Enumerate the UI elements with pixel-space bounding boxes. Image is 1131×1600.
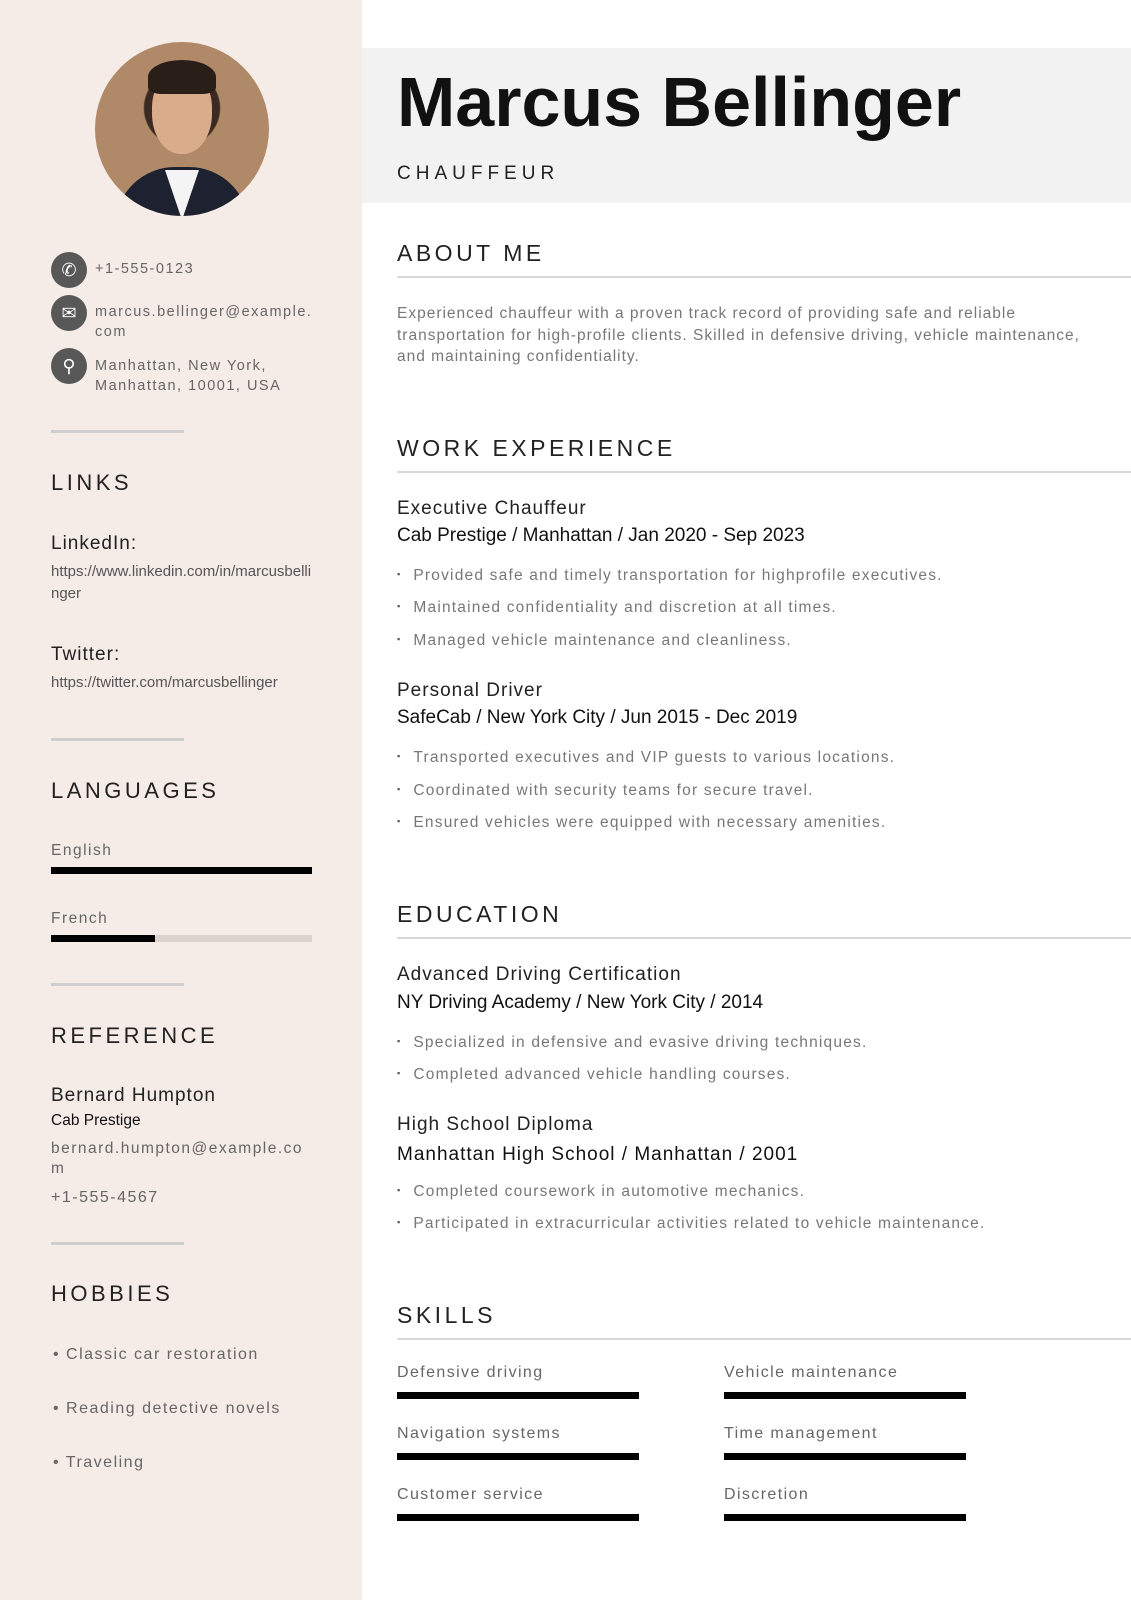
skill-level-bar [397, 1514, 639, 1521]
bullet: ▪ Managed vehicle maintenance and cleanliness. [397, 632, 792, 650]
skill-name: Defensive driving [397, 1364, 544, 1381]
bullet: ▪ Maintained confidentiality and discretion at all times. [397, 599, 837, 617]
linkedin-link[interactable]: https://www.linkedin.com/in/marcusbellinger [51, 563, 312, 602]
skill-level-bar [397, 1453, 639, 1460]
job-role: Executive Chauffeur [397, 498, 587, 519]
level-fill [397, 1453, 639, 1460]
level-fill [724, 1453, 966, 1460]
email-icon: ✉ [51, 295, 87, 331]
phone-icon: ✆ [51, 252, 87, 288]
skill-name: Discretion [724, 1486, 810, 1503]
work-heading: WORK EXPERIENCE [397, 435, 676, 461]
hobby-text: Traveling [65, 1454, 145, 1471]
skill-name: Customer service [397, 1486, 544, 1503]
reference-phone: +1-555-4567 [51, 1189, 159, 1206]
skill-level-bar [724, 1514, 966, 1521]
job-role: Personal Driver [397, 680, 543, 701]
hobby-item: • Traveling [53, 1454, 145, 1471]
job-title: CHAUFFEUR [397, 163, 560, 184]
bullet: ▪ Transported executives and VIP guests to various locations. [397, 749, 895, 767]
level-fill [724, 1514, 966, 1521]
level-fill [51, 935, 155, 942]
divider [397, 937, 1131, 939]
hobby-item: • Reading detective novels [53, 1400, 281, 1417]
skill-name: Vehicle maintenance [724, 1364, 899, 1381]
bullet: ▪ Provided safe and timely transportation for highprofile executives. [397, 567, 943, 585]
skills-heading: SKILLS [397, 1302, 496, 1328]
twitter-link[interactable]: https://twitter.com/marcusbellinger [51, 674, 278, 691]
profile-photo [95, 42, 269, 216]
hobby-item: • Classic car restoration [53, 1346, 259, 1363]
languages-heading: LANGUAGES [51, 778, 220, 803]
bullet: ▪ Ensured vehicles were equipped with necessary amenities. [397, 814, 886, 832]
education-heading: EDUCATION [397, 901, 563, 927]
language-name: French [51, 910, 109, 927]
contact-phone: +1-555-0123 [95, 261, 195, 277]
contact-email[interactable]: marcus.bellinger@example.com [95, 304, 313, 340]
bullet: ▪ Participated in extracurricular activities related to vehicle maintenance. [397, 1215, 986, 1233]
hobby-text: Classic car restoration [66, 1346, 259, 1363]
divider [397, 1338, 1131, 1340]
skill-name: Time management [724, 1425, 878, 1442]
edu-title: Advanced Driving Certification [397, 964, 682, 985]
level-fill [397, 1514, 639, 1521]
divider [397, 471, 1131, 473]
link-label: Twitter: [51, 644, 121, 665]
edu-org: Manhattan High School / Manhattan / 2001 [397, 1144, 799, 1165]
about-heading: ABOUT ME [397, 240, 545, 266]
bullet: ▪ Coordinated with security teams for secure travel. [397, 782, 814, 800]
contact-address: Manhattan, New York, Manhattan, 10001, USA [95, 358, 282, 394]
edu-title: High School Diploma [397, 1114, 594, 1135]
about-text: Experienced chauffeur with a proven track record of providing safe and reliable transportation for high-profile clients. Skilled in defensive driving, vehicle maintenance, and maintaining confidentiality. [397, 305, 1080, 365]
level-fill [397, 1392, 639, 1399]
level-fill [724, 1392, 966, 1399]
skill-name: Navigation systems [397, 1425, 561, 1442]
language-level-bar [51, 935, 312, 942]
bullet: ▪ Completed advanced vehicle handling courses. [397, 1066, 791, 1084]
reference-company: Cab Prestige [51, 1112, 141, 1129]
link-label: LinkedIn: [51, 533, 138, 554]
divider [51, 738, 184, 741]
reference-heading: REFERENCE [51, 1023, 219, 1048]
bullet: ▪ Specialized in defensive and evasive driving techniques. [397, 1034, 867, 1052]
location-icon: ⚲ [51, 348, 87, 384]
skill-level-bar [724, 1392, 966, 1399]
skill-level-bar [724, 1453, 966, 1460]
bullet: ▪ Completed coursework in automotive mechanics. [397, 1183, 805, 1201]
job-org: SafeCab / New York City / Jun 2015 - Dec 2019 [397, 707, 798, 728]
edu-org: NY Driving Academy / New York City / 2014 [397, 992, 764, 1013]
divider [51, 430, 184, 433]
reference-email[interactable]: bernard.humpton@example.com [51, 1140, 304, 1177]
language-name: English [51, 842, 113, 859]
links-heading: LINKS [51, 470, 133, 495]
job-org: Cab Prestige / Manhattan / Jan 2020 - Sep 2023 [397, 525, 805, 546]
hobby-text: Reading detective novels [66, 1400, 281, 1417]
language-level-bar [51, 867, 312, 874]
candidate-name: Marcus Bellinger [397, 63, 962, 141]
level-fill [51, 867, 312, 874]
reference-name: Bernard Humpton [51, 1085, 216, 1106]
divider [51, 1242, 184, 1245]
skill-level-bar [397, 1392, 639, 1399]
hobbies-heading: HOBBIES [51, 1281, 174, 1306]
divider [397, 276, 1131, 278]
divider [51, 983, 184, 986]
